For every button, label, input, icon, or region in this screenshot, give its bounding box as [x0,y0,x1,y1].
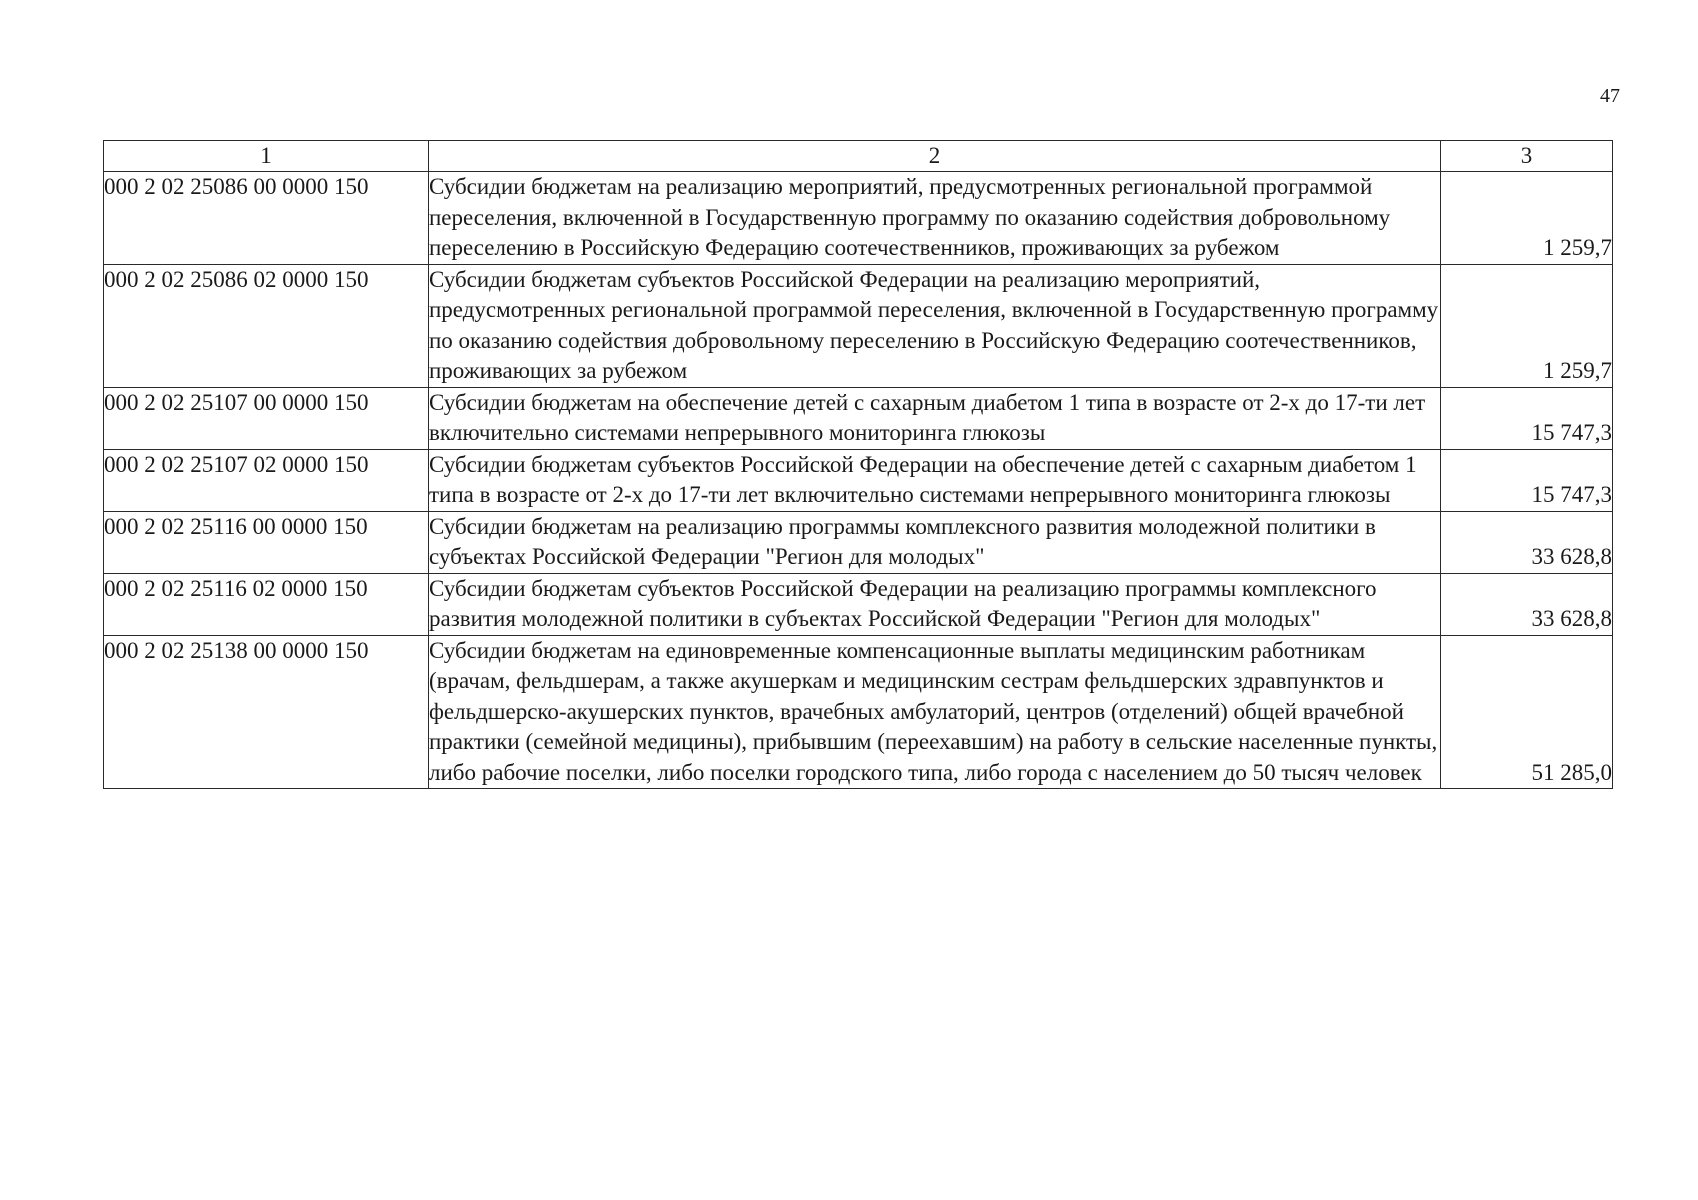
description-cell: Субсидии бюджетам субъектов Российской Федерации на реализацию мероприятий, предусмотренных региональной программой переселения, включенной в Государственную программу по оказанию содействия добровольному переселению в Российскую Федерацию соотечественников, проживающих за рубежом [429,264,1441,387]
table-row [104,264,1613,387]
description-cell: Субсидии бюджетам субъектов Российской Федерации на обеспечение детей с сахарным диабетом 1 типа в возрасте от 2-х до 17-ти лет включительно системами непрерывного мониторинга глюкозы [429,449,1441,511]
table-row [104,511,1613,573]
table-row [104,449,1613,511]
budget-code-cell: 000 2 02 25116 00 0000 150 [104,511,429,573]
amount-cell: 33 628,8 [1441,511,1613,573]
amount-cell: 15 747,3 [1441,387,1613,449]
description-cell: Субсидии бюджетам субъектов Российской Федерации на реализацию программы комплексного развития молодежной политики в субъектах Российской Федерации "Регион для молодых" [429,573,1441,635]
amount-cell: 1 259,7 [1441,172,1613,265]
description-cell: Субсидии бюджетам на обеспечение детей с сахарным диабетом 1 типа в возрасте от 2-х до 17-ти лет включительно системами непрерывного мониторинга глюкозы [429,387,1441,449]
amount-cell: 1 259,7 [1441,264,1613,387]
column-header-1: 1 [104,141,429,172]
table-row [104,387,1613,449]
budget-code-cell: 000 2 02 25086 00 0000 150 [104,172,429,265]
table-row [104,573,1613,635]
table-row [104,635,1613,789]
page-number: 47 [1600,85,1620,107]
budget-table [103,140,1613,789]
column-header-2: 2 [429,141,1441,172]
description-cell: Субсидии бюджетам на реализацию мероприятий, предусмотренных региональной программой переселения, включенной в Государственную программу по оказанию содействия добровольному переселению в Российскую Федерацию соотечественников, проживающих за рубежом [429,172,1441,265]
budget-code-cell: 000 2 02 25086 02 0000 150 [104,264,429,387]
header-row [104,141,1613,172]
description-cell: Субсидии бюджетам на реализацию программы комплексного развития молодежной политики в субъектах Российской Федерации "Регион для молодых" [429,511,1441,573]
budget-code-cell: 000 2 02 25116 02 0000 150 [104,573,429,635]
budget-code-cell: 000 2 02 25107 00 0000 150 [104,387,429,449]
table-row [104,172,1613,265]
amount-cell: 33 628,8 [1441,573,1613,635]
budget-code-cell: 000 2 02 25107 02 0000 150 [104,449,429,511]
amount-cell: 51 285,0 [1441,635,1613,789]
description-cell: Субсидии бюджетам на единовременные компенсационные выплаты медицинским работникам (врачам, фельдшерам, а также акушеркам и медицинским сестрам фельдшерских здравпунктов и фельдшерско-акушерских пунктов, врачебных амбулаторий, центров (отделений) общей врачебной практики (семейной медицины), прибывшим (переехавшим) на работу в сельские населенные пункты, либо рабочие поселки, либо поселки городского типа, либо города с населением до 50 тысяч человек [429,635,1441,789]
budget-code-cell: 000 2 02 25138 00 0000 150 [104,635,429,789]
amount-cell: 15 747,3 [1441,449,1613,511]
column-header-3: 3 [1441,141,1613,172]
